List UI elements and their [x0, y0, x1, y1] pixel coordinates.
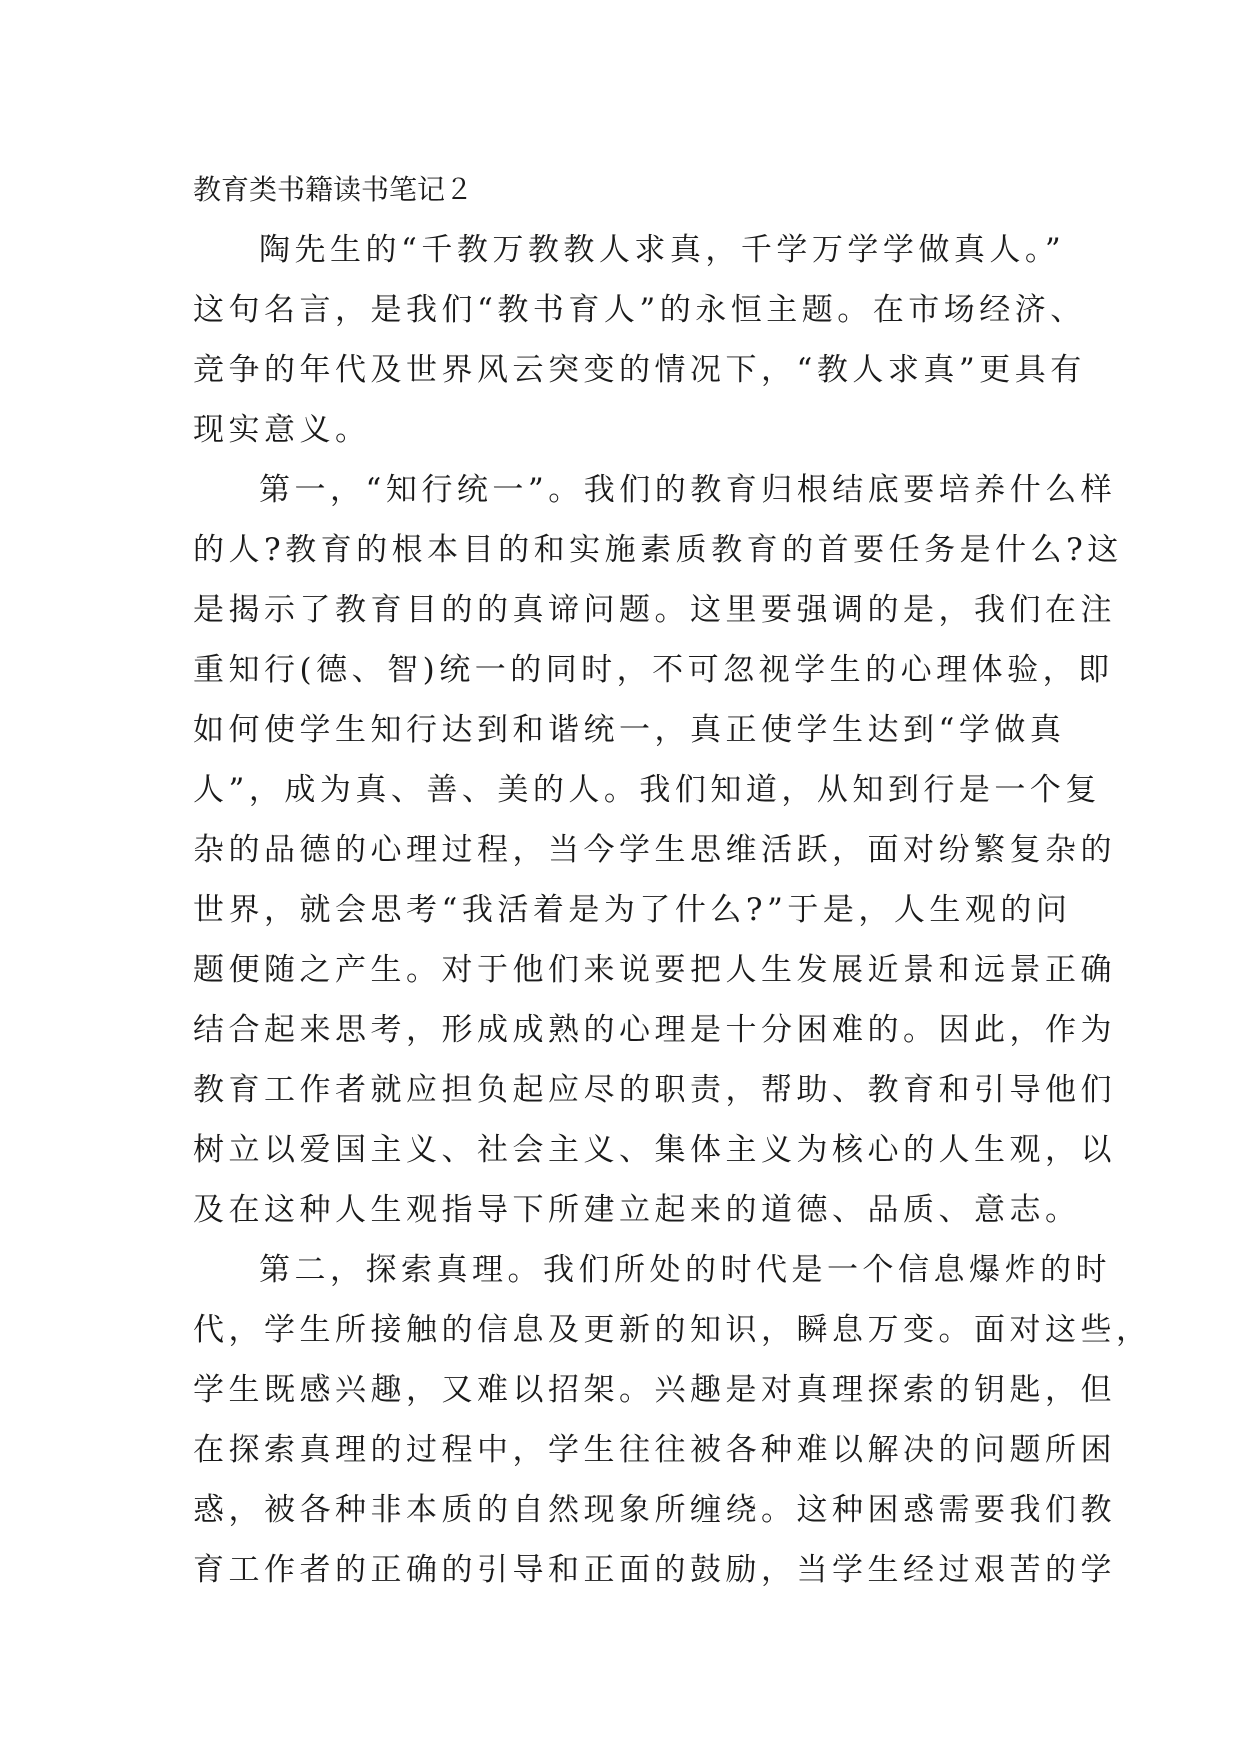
paragraph-line: 在探索真理的过程中，学生往往被各种难以解决的问题所困	[193, 1432, 1116, 1468]
paragraph-second-point	[193, 1240, 1152, 1600]
paragraph-line: 世界，就会思考“我活着是为了什么?”于是，人生观的问	[193, 892, 1072, 928]
paragraph-intro	[193, 220, 1086, 460]
paragraph-line: 第一，“知行统一”。我们的教育归根结底要培养什么样	[259, 472, 1117, 508]
paragraph-line: 人”，成为真、善、美的人。我们知道，从知到行是一个复	[193, 772, 1101, 808]
paragraph-first-point	[193, 460, 1123, 1240]
paragraph-line: 如何使学生知行达到和谐统一，真正使学生达到“学做真	[193, 712, 1066, 748]
paragraph-line: 重知行(德、智)统一的同时，不可忽视学生的心理体验，即	[193, 652, 1114, 688]
document-title: 教育类书籍读书笔记２	[193, 173, 474, 206]
paragraph-line: 这句名言，是我们“教书育人”的永恒主题。在市场经济、	[193, 292, 1086, 328]
paragraph-line: 是揭示了教育目的的真谛问题。这里要强调的是，我们在注	[193, 592, 1116, 628]
document-body	[193, 160, 1152, 1600]
paragraph-line: 现实意义。	[193, 412, 371, 448]
paragraph-line: 教育工作者就应担负起应尽的职责，帮助、教育和引导他们	[193, 1072, 1116, 1108]
paragraph-line: 结合起来思考，形成成熟的心理是十分困难的。因此，作为	[193, 1012, 1116, 1048]
paragraph-line: 第二，探索真理。我们所处的时代是一个信息爆炸的时	[259, 1252, 1111, 1288]
paragraph-line: 竞争的年代及世界风云突变的情况下，“教人求真”更具有	[193, 352, 1086, 388]
paragraph-line: 杂的品德的心理过程，当今学生思维活跃，面对纷繁复杂的	[193, 832, 1116, 868]
paragraph-line: 的人?教育的根本目的和实施素质教育的首要任务是什么?这	[193, 532, 1123, 568]
paragraph-line: 树立以爱国主义、社会主义、集体主义为核心的人生观，以	[193, 1132, 1116, 1168]
paragraph-line: 育工作者的正确的引导和正面的鼓励，当学生经过艰苦的学	[193, 1552, 1116, 1588]
paragraph-line: 惑，被各种非本质的自然现象所缠绕。这种困惑需要我们教	[193, 1492, 1116, 1528]
paragraph-line: 陶先生的“千教万教教人求真，千学万学学做真人。”	[259, 232, 1066, 268]
paragraph-line: 及在这种人生观指导下所建立起来的道德、品质、意志。	[193, 1192, 1081, 1228]
paragraph-line: 代，学生所接触的信息及更新的知识，瞬息万变。面对这些，	[193, 1312, 1152, 1348]
paragraph-line: 题便随之产生。对于他们来说要把人生发展近景和远景正确	[193, 952, 1116, 988]
paragraph-line: 学生既感兴趣，又难以招架。兴趣是对真理探索的钥匙，但	[193, 1372, 1116, 1408]
